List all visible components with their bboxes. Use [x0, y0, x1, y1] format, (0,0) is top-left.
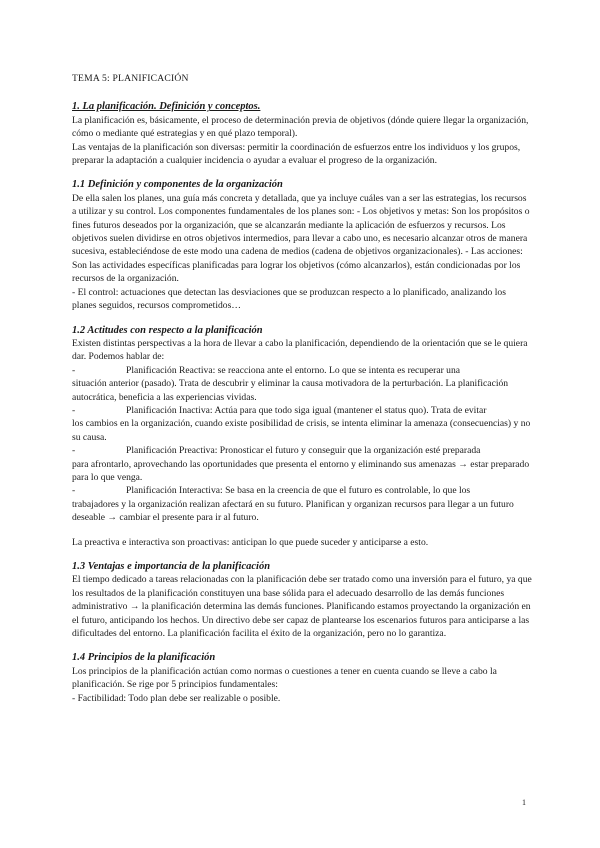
list-item-first-line: Planificación Inactiva: Actúa para que todo siga igual (mantener el status quo). Trata de evitar [126, 404, 487, 416]
list-item [72, 404, 532, 417]
section-1-1-paragraph-1: De ella salen los planes, una guía más concreta y detallada, que ya incluye cuáles van a ser las estrategias, los recursos a utilizar y su control. Los componentes fundamentales de los planes son: - Los objetivos y metas: Son los propósitos o fines futuros deseados por la organización, que se alcanzarán mediante la aplicación de esfuerzos y recursos. Los objetivos suelen dividirse en otros objetivos intermedios, para llevar a cabo uno, es necesario alcanzar otros de manera sucesiva, estableciéndose de este modo una cadena de medios (cadena de objetivos organizacionales). - Las acciones: Son las actividades específicas planificadas para lograr los objetivos (cómo alcanzarlos), están condicionadas por los recursos de la organización. [72, 192, 530, 285]
list-item-continuation: para afrontarlo, aprovechando las oportunidades que presenta el entorno y eliminando sus amenazas → estar preparado para lo que venga. [72, 458, 530, 483]
page-number: 1 [522, 798, 526, 807]
section-1-4-first-principle: - Factibilidad: Todo plan debe ser realizable o posible. [72, 692, 281, 704]
list-item-continuation: los cambios en la organización, cuando existe posibilidad de crisis, se intenta eliminar la amenaza (consecuencias) y no su causa. [72, 418, 531, 443]
document-title: TEMA 5: PLANIFICACIÓN [72, 73, 189, 84]
section-1-2-closing: La preactiva e interactiva son proactivas: anticipan lo que puede suceder y anticiparse a esto. [72, 536, 429, 548]
section-1-1-paragraph-2: - El control: actuaciones que detectan las desviaciones que se produzcan respecto a lo planificado, analizando los planes seguidos, recursos comprometidos… [72, 286, 506, 312]
section-1-heading: 1. La planificación. Definición y conceptos. [72, 101, 261, 113]
list-dash: - [72, 364, 76, 376]
section-1-3-paragraph: El tiempo dedicado a tareas relacionadas con la planificación debe ser tratado como una inversión para el futuro, ya que los resultados de la planificación constituyen una base sólida para el adecuado desarrollo de las demás funciones administrativo → la planificación determina las demás funciones. Planificando estamos proyectando la organización en el futuro, anticipando los hechos. Un directivo debe ser capaz de plantearse los escenarios futuros para anticiparse a las dificultades del entorno. La planificación facilita el éxito de la organización, pero no lo garantiza. [72, 574, 532, 640]
section-1-1-heading: 1.1 Definición y componentes de la organización [72, 179, 283, 191]
list-item [72, 444, 532, 457]
section-1-4-paragraph: Los principios de la planificación actúan como normas o cuestiones a tener en cuenta cuando se lleve a cabo la planificación. Se rige por 5 principios fundamentales: [72, 665, 497, 691]
list-item-first-line: Planificación Preactiva: Pronosticar el futuro y conseguir que la organización esté preparada [126, 445, 481, 457]
section-1-paragraph-1: La planificación es, básicamente, el proceso de determinación previa de objetivos (dónde quiere llegar la organización, cómo o mediante qué estrategias y en qué plazo temporal). [72, 114, 529, 140]
list-dash: - [72, 404, 76, 416]
section-1-2-intro: Existen distintas perspectivas a la hora de llevar a cabo la planificación, dependiendo de la orientación que se le quiera dar. Podemos hablar de: [72, 337, 528, 363]
list-item-first-line: Planificación Reactiva: se reacciona ante el entorno. Lo que se intenta es recuperar una [126, 364, 461, 376]
section-1-3-heading: 1.3 Ventajas e importancia de la planificación [72, 561, 271, 572]
section-1-paragraph-2: Las ventajas de la planificación son diversas: permitir la coordinación de esfuerzos entre los individuos y los grupos, preparar la adaptación a cualquier incidencia o ayudar a evaluar el progreso de la organización. [72, 141, 521, 167]
list-dash: - [72, 445, 76, 457]
section-1-4-heading: 1.4 Principios de la planificación [72, 652, 216, 664]
document-page [72, 72, 532, 705]
list-item-continuation: situación anterior (pasado). Trata de descubrir y eliminar la causa motivadora de la perturbación. La planificación autocrática, beneficia a las experiencias vividas. [72, 378, 509, 403]
list-item-continuation: trabajadores y la organización realizan afectará en su futuro. Planifican y organizan recursos para llegar a un futuro deseable → cambiar el presente para ir al futuro. [72, 498, 514, 524]
list-item [72, 364, 532, 377]
list-item [72, 484, 532, 497]
list-dash: - [72, 485, 76, 497]
section-1-2-heading: 1.2 Actitudes con respecto a la planificación [72, 324, 263, 336]
list-item-first-line: Planificación Interactiva: Se basa en la creencia de que el futuro es controlable, lo que los [126, 485, 471, 497]
